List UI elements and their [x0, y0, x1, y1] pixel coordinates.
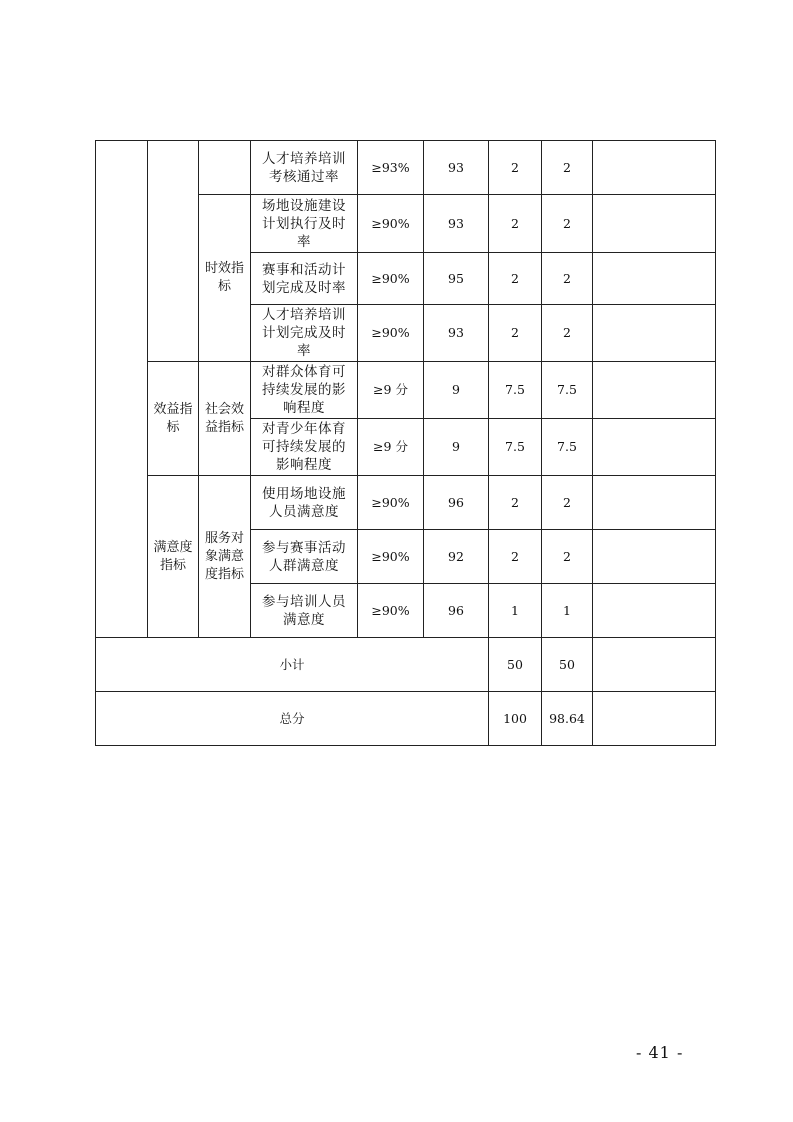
subtotal-row — [96, 638, 716, 692]
performance-indicator-table — [95, 140, 716, 746]
remark-cell — [593, 253, 716, 305]
actual-value: 93 — [424, 305, 489, 362]
secondary-indicator-cell — [148, 141, 199, 362]
tertiary-indicator-cell: 服务对象满意度指标 — [199, 476, 251, 638]
primary-indicator-cell — [96, 141, 148, 638]
target-value: ≥90% — [358, 253, 424, 305]
total-weight: 100 — [489, 692, 542, 746]
score-value: 2 — [542, 530, 593, 584]
score-value: 1 — [542, 584, 593, 638]
tertiary-indicator-cell — [199, 141, 251, 195]
score-value: 2 — [542, 305, 593, 362]
total-label: 总分 — [96, 692, 489, 746]
actual-value: 95 — [424, 253, 489, 305]
actual-value: 93 — [424, 141, 489, 195]
score-value: 2 — [542, 141, 593, 195]
target-value: ≥90% — [358, 195, 424, 253]
remark-cell — [593, 305, 716, 362]
subtotal-label: 小计 — [96, 638, 489, 692]
score-value: 7.5 — [542, 419, 593, 476]
remark-cell — [593, 584, 716, 638]
table-row — [96, 362, 716, 419]
total-row — [96, 692, 716, 746]
target-value: ≥90% — [358, 476, 424, 530]
indicator-name: 对青少年体育可持续发展的影响程度 — [251, 419, 358, 476]
weight-value: 2 — [489, 305, 542, 362]
weight-value: 7.5 — [489, 419, 542, 476]
indicator-name: 人才培养培训考核通过率 — [251, 141, 358, 195]
actual-value: 9 — [424, 419, 489, 476]
actual-value: 96 — [424, 584, 489, 638]
remark-cell — [593, 530, 716, 584]
indicator-name: 场地设施建设计划执行及时率 — [251, 195, 358, 253]
weight-value: 2 — [489, 195, 542, 253]
actual-value: 93 — [424, 195, 489, 253]
target-value: ≥93% — [358, 141, 424, 195]
weight-value: 2 — [489, 253, 542, 305]
page-number: - 41 - — [636, 1043, 684, 1062]
actual-value: 96 — [424, 476, 489, 530]
target-value: ≥90% — [358, 305, 424, 362]
weight-value: 2 — [489, 141, 542, 195]
table-row — [96, 476, 716, 530]
score-value: 7.5 — [542, 362, 593, 419]
target-value: ≥90% — [358, 584, 424, 638]
total-remark — [593, 692, 716, 746]
secondary-indicator-cell: 满意度指标 — [148, 476, 199, 638]
actual-value: 92 — [424, 530, 489, 584]
remark-cell — [593, 195, 716, 253]
score-value: 2 — [542, 253, 593, 305]
indicator-name: 参与培训人员满意度 — [251, 584, 358, 638]
indicator-name: 参与赛事活动人群满意度 — [251, 530, 358, 584]
subtotal-remark — [593, 638, 716, 692]
remark-cell — [593, 419, 716, 476]
remark-cell — [593, 141, 716, 195]
actual-value: 9 — [424, 362, 489, 419]
table-row — [96, 141, 716, 195]
total-score: 98.64 — [542, 692, 593, 746]
target-value: ≥9 分 — [358, 362, 424, 419]
subtotal-weight: 50 — [489, 638, 542, 692]
subtotal-score: 50 — [542, 638, 593, 692]
weight-value: 1 — [489, 584, 542, 638]
indicator-name: 使用场地设施人员满意度 — [251, 476, 358, 530]
indicator-name: 赛事和活动计划完成及时率 — [251, 253, 358, 305]
remark-cell — [593, 476, 716, 530]
weight-value: 7.5 — [489, 362, 542, 419]
indicator-name: 对群众体育可持续发展的影响程度 — [251, 362, 358, 419]
secondary-indicator-cell: 效益指标 — [148, 362, 199, 476]
weight-value: 2 — [489, 530, 542, 584]
score-value: 2 — [542, 195, 593, 253]
tertiary-indicator-cell: 时效指标 — [199, 195, 251, 362]
weight-value: 2 — [489, 476, 542, 530]
remark-cell — [593, 362, 716, 419]
tertiary-indicator-cell: 社会效益指标 — [199, 362, 251, 476]
score-value: 2 — [542, 476, 593, 530]
target-value: ≥90% — [358, 530, 424, 584]
indicator-name: 人才培养培训计划完成及时率 — [251, 305, 358, 362]
target-value: ≥9 分 — [358, 419, 424, 476]
